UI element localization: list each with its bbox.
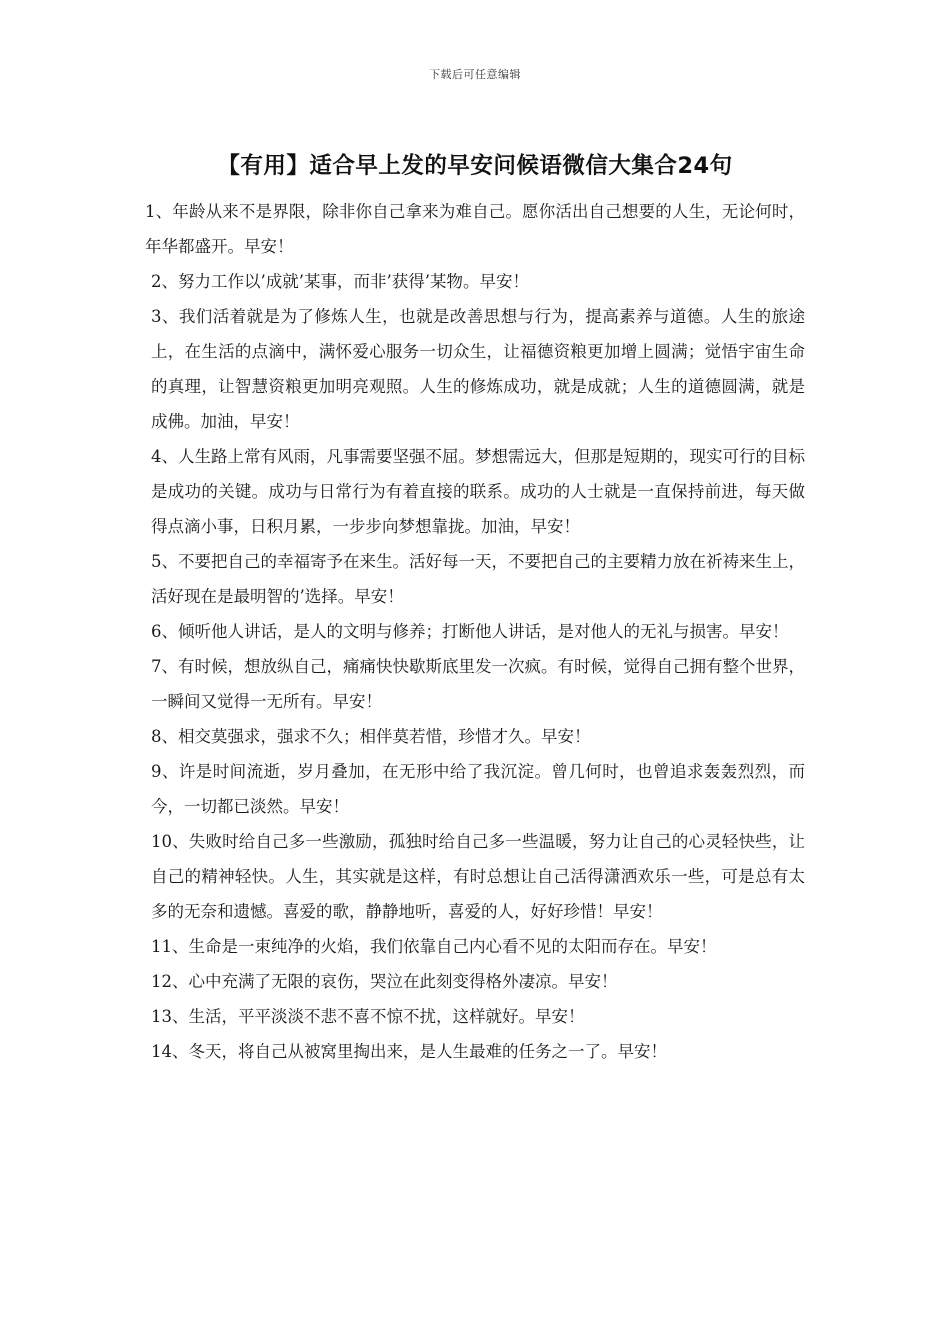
paragraph-6: 6、倾听他人讲话，是人的文明与修养；打断他人讲话，是对他人的无礼与损害。早安！ (151, 622, 789, 641)
document-title: 【有用】适合早上发的早安问候语微信大集合24句 (217, 153, 733, 179)
document-body (145, 194, 805, 1069)
paragraph-7: 7、有时候，想放纵自己，痛痛快快歇斯底里发一次疯。有时候，觉得自己拥有整个世界，一瞬间又觉得一无所有。早安！ (151, 657, 805, 711)
paragraph-11: 11、生命是一束纯净的火焰，我们依靠自己内心看不见的太阳而存在。早安！ (151, 937, 717, 956)
paragraph-5: 5、不要把自己的幸福寄予在来生。活好每一天，不要把自己的主要精力放在祈祷来生上，活好现在是最明智的’选择。早安！ (151, 552, 805, 606)
paragraph-4: 4、人生路上常有风雨，凡事需要坚强不屈。梦想需远大，但那是短期的，现实可行的目标是成功的关键。成功与日常行为有着直接的联系。成功的人士就是一直保持前进，每天做得点滴小事，日积月累，一步步向梦想靠拢。加油，早安！ (151, 447, 805, 536)
paragraph-2: 2、努力工作以’成就’某事，而非’获得’某物。早安！ (151, 272, 529, 291)
paragraph-12: 12、心中充满了无限的哀伤，哭泣在此刻变得格外凄凉。早安！ (151, 972, 618, 991)
paragraph-14: 14、冬天，将自己从被窝里掏出来，是人生最难的任务之一了。早安！ (151, 1042, 667, 1061)
paragraph-10: 10、失败时给自己多一些激励，孤独时给自己多一些温暖，努力让自己的心灵轻快些，让自己的精神轻快。人生，其实就是这样，有时总想让自己活得潇洒欢乐一些，可是总有太多的无奈和遗憾。喜爱的歌，静静地听，喜爱的人，好好珍惜！早安！ (151, 832, 805, 921)
paragraph-1: 1、年龄从来不是界限，除非你自己拿来为难自己。愿你活出自己想要的人生，无论何时，年华都盛开。早安！ (145, 202, 805, 256)
paragraph-9: 9、许是时间流逝，岁月叠加，在无形中给了我沉淀。曾几何时，也曾追求轰轰烈烈，而今，一切都已淡然。早安！ (151, 762, 805, 816)
paragraph-3: 3、我们活着就是为了修炼人生，也就是改善思想与行为，提高素养与道德。人生的旅途上，在生活的点滴中，满怀爱心服务一切众生，让福德资粮更加增上圆满；觉悟宇宙生命的真理，让智慧资粮更加明亮观照。人生的修炼成功，就是成就；人生的道德圆满，就是成佛。加油，早安！ (151, 307, 805, 431)
paragraph-8: 8、相交莫强求，强求不久；相伴莫若惜，珍惜才久。早安！ (151, 727, 591, 746)
page-header-note: 下载后可任意编辑 (429, 68, 521, 81)
paragraph-13: 13、生活，平平淡淡不悲不喜不惊不扰，这样就好。早安！ (151, 1007, 585, 1026)
